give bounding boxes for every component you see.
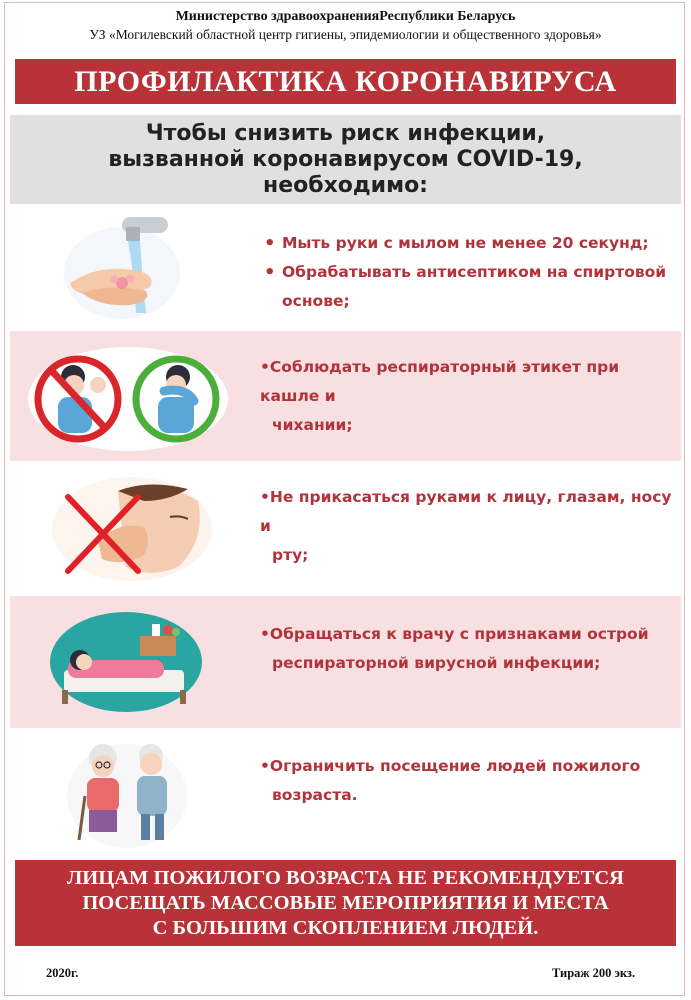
item-see-doctor (10, 596, 681, 728)
footer-circulation: Тираж 200 экз. (552, 966, 636, 980)
warning-line-1: ЛИЦАМ ПОЖИЛОГО ВОЗРАСТА НЕ РЕКОМЕНДУЕТСЯ (67, 867, 624, 889)
sick-in-bed-icon (48, 610, 203, 719)
warning-line-2: ПОСЕЩАТЬ МАССОВЫЕ МЕРОПРИЯТИЯ И МЕСТА (82, 892, 609, 914)
doctor-text-line-2: респираторной вирусной инфекции; (272, 654, 601, 672)
poster-title: ПРОФИЛАКТИКА КОРОНАВИРУСА (15, 59, 676, 104)
item-hand-washing (10, 205, 681, 331)
hand-washing-icon (60, 213, 180, 328)
subtitle-line-2: вызванной коронавирусом COVID-19, (108, 147, 583, 172)
subtitle-block (10, 115, 681, 204)
doctor-text-line-1: •Обращаться к врачу с признаками острой (260, 625, 649, 643)
ministry-name: Министерство здравоохраненияРеспублики Беларусь (175, 9, 516, 24)
subtitle-line-3: необходимо: (263, 173, 428, 198)
footer-year: 2020г. (46, 966, 79, 980)
center-name: УЗ «Могилевский областной центр гигиены, эпидемиологии и общественного здоровья» (89, 27, 602, 42)
header (0, 8, 691, 44)
cough-text-line-1: •Соблюдать респираторный этикет при кашле и (260, 358, 620, 405)
bullet-soap: • Мыть руки с мылом не менее 20 секунд; (260, 229, 670, 258)
face-text-line-2: рту; (272, 546, 309, 564)
bullet-antiseptic: • Обрабатывать антисептиком на спиртовой основе; (260, 258, 670, 316)
elderly-couple-icon (65, 736, 190, 856)
no-face-touch-icon (48, 471, 213, 591)
elderly-warning-banner (15, 860, 676, 946)
elderly-text-line-2: возраста. (272, 786, 358, 804)
item-limit-elderly-visits (10, 728, 681, 853)
item-cough-etiquette (10, 331, 681, 461)
face-text-line-1: •Не прикасаться руками к лицу, глазам, носу и (260, 488, 672, 535)
item-no-face-touch (10, 461, 681, 596)
warning-line-3: С БОЛЬШИМ СКОПЛЕНИЕМ ЛЮДЕЙ. (152, 917, 539, 939)
cough-etiquette-icon (28, 341, 228, 458)
hand-washing-list (260, 229, 670, 316)
cough-text-line-2: чихании; (272, 416, 353, 434)
subtitle-line-1: Чтобы снизить риск инфекции, (145, 121, 546, 146)
elderly-text-line-1: •Ограничить посещение людей пожилого (260, 757, 641, 775)
